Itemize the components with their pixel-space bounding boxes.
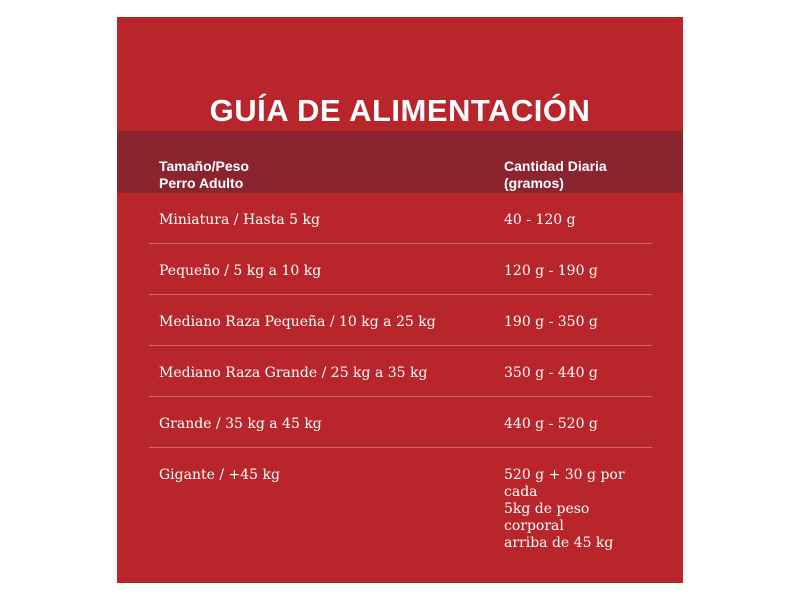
- size-cell: Gigante / +45 kg: [159, 467, 280, 483]
- page-title: GUÍA DE ALIMENTACIÓN: [209, 93, 591, 128]
- table-row: [149, 346, 652, 397]
- header-size-weight: Tamaño/Peso Perro Adulto: [159, 158, 249, 191]
- header-daily-amount: Cantidad Diaria (gramos): [504, 158, 607, 191]
- amount-cell: 40 - 120 g: [504, 212, 576, 228]
- table-row: [149, 244, 652, 295]
- table-header: [117, 131, 683, 193]
- amount-cell: 440 g - 520 g: [504, 416, 598, 432]
- amount-cell: 190 g - 350 g: [504, 314, 598, 330]
- table-row: [149, 397, 652, 448]
- table-row: [149, 193, 652, 244]
- table-row: [149, 448, 652, 551]
- amount-cell: 520 g + 30 g por cada 5kg de peso corporal arriba de 45 kg: [504, 467, 625, 551]
- size-cell: Pequeño / 5 kg a 10 kg: [159, 263, 322, 279]
- table-row: [149, 295, 652, 346]
- size-cell: Mediano Raza Grande / 25 kg a 35 kg: [159, 365, 428, 381]
- size-cell: Miniatura / Hasta 5 kg: [159, 212, 320, 228]
- table-body: [149, 193, 652, 551]
- size-cell: Mediano Raza Pequeña / 10 kg a 25 kg: [159, 314, 436, 330]
- size-cell: Grande / 35 kg a 45 kg: [159, 416, 322, 432]
- amount-cell: 350 g - 440 g: [504, 365, 598, 381]
- amount-cell: 120 g - 190 g: [504, 263, 598, 279]
- feeding-guide-card: [117, 17, 683, 583]
